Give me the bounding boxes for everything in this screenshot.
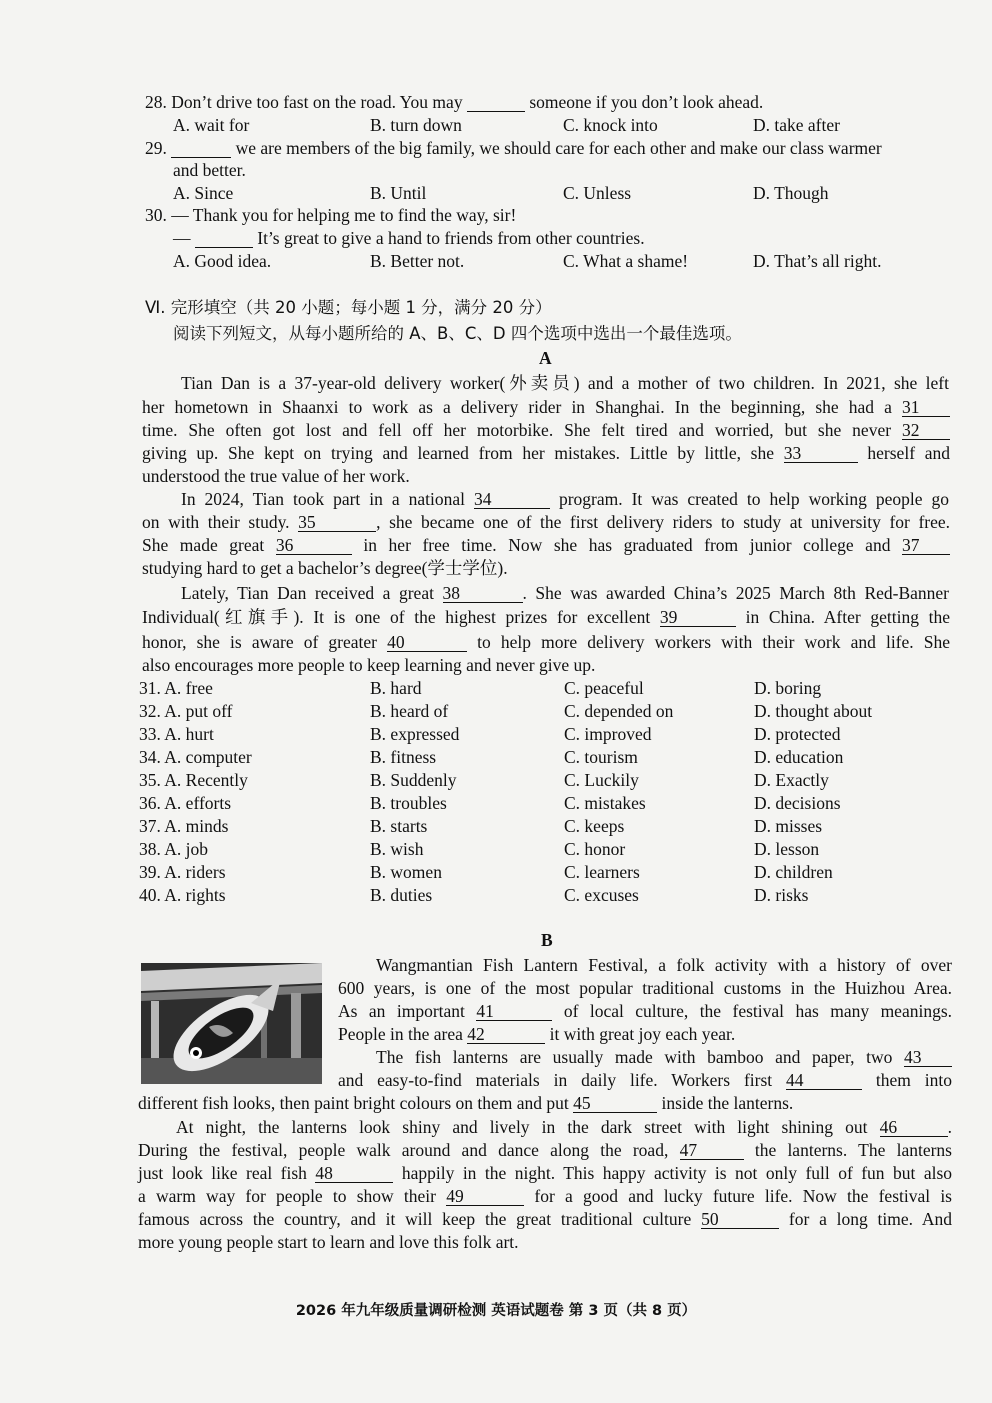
option-32-a[interactable]: 32. A. put off [139, 701, 233, 721]
blank-43[interactable]: 43 [904, 1048, 952, 1067]
passage-b-label: B [541, 930, 553, 950]
blank-34[interactable]: 34 [474, 490, 550, 509]
passage-a-label: A [539, 348, 552, 368]
option-36-b[interactable]: B. troubles [370, 793, 447, 813]
option-37-d[interactable]: D. misses [754, 816, 823, 836]
blank-36[interactable]: 36 [276, 536, 352, 555]
passage-a-line: understood the true value of her work. [142, 466, 410, 486]
option-32-b[interactable]: B. heard of [370, 701, 449, 721]
q30-option-d[interactable]: D. That’s all right. [753, 251, 882, 271]
option-31-d[interactable]: D. boring [754, 678, 822, 698]
q28-option-d[interactable]: D. take after [753, 115, 840, 135]
passage-b-line: more young people start to learn and love this folk art. [138, 1232, 519, 1252]
blank-47[interactable]: 47 [680, 1141, 744, 1160]
q29-option-a[interactable]: A. Since [173, 183, 234, 203]
passage-a-line: studying hard to get a bachelor’s degree(学士学位). [142, 558, 508, 578]
q28-blank[interactable] [467, 93, 525, 112]
passage-a-line: In 2024, Tian took part in a national 34 program. It was created to help working people go [181, 489, 950, 509]
passage-b-line: just look like real fish 48 happily in the night. This happy activity is not only full of fun but also [138, 1163, 953, 1183]
blank-45[interactable]: 45 [573, 1094, 657, 1113]
q29-blank[interactable] [171, 139, 231, 158]
option-31-c[interactable]: C. peaceful [564, 678, 644, 698]
option-33-d[interactable]: D. protected [754, 724, 841, 744]
passage-b-line: At night, the lanterns look shiny and lively in the dark street with light shining out 46 . [176, 1117, 953, 1137]
option-35-c[interactable]: C. Luckily [564, 770, 639, 790]
option-37-c[interactable]: C. keeps [564, 816, 625, 836]
q30-stem: 30. — Thank you for helping me to find the way, sir! [145, 205, 517, 225]
q28-option-c[interactable]: C. knock into [563, 115, 658, 135]
blank-44[interactable]: 44 [786, 1071, 862, 1090]
passage-b-line: 600 years, is one of the most popular traditional customs in the Huizhou Area. [338, 978, 952, 998]
option-40-c[interactable]: C. excuses [564, 885, 639, 905]
option-35-d[interactable]: D. Exactly [754, 770, 829, 790]
blank-39[interactable]: 39 [660, 608, 736, 627]
blank-40[interactable]: 40 [387, 633, 467, 652]
option-38-c[interactable]: C. honor [564, 839, 626, 859]
passage-a-line: She made great 36 in her free time. Now she has graduated from junior college and 37 [142, 534, 950, 557]
option-37-b[interactable]: B. starts [370, 816, 428, 836]
passage-a-line: also encourages more people to keep learning and never give up. [142, 655, 596, 675]
passage-b-line: famous across the country, and it will keep the great traditional culture 50 for a long time. And [138, 1209, 953, 1229]
fish-lantern-image [141, 963, 322, 1084]
page-footer: 2026 年九年级质量调研检测 英语试题卷 第 3 页（共 8 页） [295, 1303, 697, 1319]
option-33-a[interactable]: 33. A. hurt [139, 724, 214, 744]
option-37-a[interactable]: 37. A. minds [139, 816, 229, 836]
blank-42[interactable]: 42 [467, 1025, 545, 1044]
passage-a-line: Lately, Tian Dan received a great 38 . She was awarded China’s 2025 March 8th Red-Banner [181, 583, 950, 603]
q29-stem: 29. we are members of the big family, we should care for each other and make our class warmer [145, 138, 882, 158]
blank-35[interactable]: 35 [298, 513, 376, 532]
option-38-a[interactable]: 38. A. job [139, 839, 209, 859]
option-34-a[interactable]: 34. A. computer [139, 747, 252, 767]
passage-b-line: Wangmantian Fish Lantern Festival, a folk activity with a history of over [376, 955, 952, 975]
q30-option-a[interactable]: A. Good idea. [173, 251, 272, 271]
option-34-d[interactable]: D. education [754, 747, 844, 767]
section-title: Ⅵ. 完形填空（共 20 小题；每小题 1 分，满分 20 分） [145, 298, 552, 317]
passage-a-line: Individual(红旗手). It is one of the highest prizes for excellent 39 in China. After getting the [142, 607, 951, 627]
q29-option-b[interactable]: B. Until [370, 183, 427, 203]
blank-41[interactable]: 41 [476, 1002, 552, 1021]
q28-option-a[interactable]: A. wait for [173, 115, 250, 135]
passage-b-line: a warm way for people to show their 49 for a good and lucky future life. Now the festival is [138, 1186, 952, 1206]
blank-38[interactable]: 38 [443, 584, 523, 603]
option-36-d[interactable]: D. decisions [754, 793, 841, 813]
passage-a-line: Tian Dan is a 37-year-old delivery worker(外卖员) and a mother of two children. In 2021, she left [181, 373, 949, 393]
q28-option-b[interactable]: B. turn down [370, 115, 462, 135]
option-40-b[interactable]: B. duties [370, 885, 433, 905]
passage-a-line: time. She often got lost and fell off her motorbike. She felt tired and worried, but she never 32 [142, 419, 950, 442]
option-32-d[interactable]: D. thought about [754, 701, 873, 721]
option-33-c[interactable]: C. improved [564, 724, 652, 744]
blank-32[interactable]: 32 [902, 421, 950, 440]
option-35-b[interactable]: B. Suddenly [370, 770, 457, 790]
blank-33[interactable]: 33 [784, 444, 858, 463]
q30-option-b[interactable]: B. Better not. [370, 251, 465, 271]
passage-b-line: As an important 41 of local culture, the festival has many meanings. [338, 1001, 953, 1021]
passage-b-line: The fish lanterns are usually made with bamboo and paper, two 43 [376, 1046, 952, 1069]
q28-stem: 28. Don’t drive too fast on the road. You may someone if you don’t look ahead. [145, 92, 764, 112]
q30-reply: — It’s great to give a hand to friends from other countries. [173, 228, 645, 248]
option-39-d[interactable]: D. children [754, 862, 833, 882]
section-instruction: 阅读下列短文，从每小题所给的 A、B、C、D 四个选项中选出一个最佳选项。 [173, 324, 742, 343]
blank-31[interactable]: 31 [902, 398, 950, 417]
blank-50[interactable]: 50 [701, 1210, 779, 1229]
passage-b-line: different fish looks, then paint bright colours on them and put 45 inside the lanterns. [138, 1093, 794, 1113]
option-39-a[interactable]: 39. A. riders [139, 862, 226, 882]
q29-option-d[interactable]: D. Though [753, 183, 829, 203]
passage-b-line: During the festival, people walk around and dance along the road, 47 the lanterns. The lanterns [138, 1140, 952, 1160]
option-31-b[interactable]: B. hard [370, 678, 422, 698]
passage-a-line: her hometown in Shaanxi to work as a delivery rider in Shanghai. In the beginning, she had a 31 [142, 396, 950, 419]
blank-46[interactable]: 46 [880, 1118, 948, 1137]
option-38-d[interactable]: D. lesson [754, 839, 820, 859]
q30-option-c[interactable]: C. What a shame! [563, 251, 689, 271]
q29-option-c[interactable]: C. Unless [563, 183, 632, 203]
q30-blank[interactable] [195, 229, 253, 248]
q29-stem-cont: and better. [173, 160, 246, 180]
blank-37[interactable]: 37 [902, 536, 950, 555]
option-31-a[interactable]: 31. A. free [139, 678, 213, 698]
option-36-c[interactable]: C. mistakes [564, 793, 646, 813]
passage-b-line: People in the area 42 it with great joy each year. [338, 1024, 736, 1044]
fish-lantern-photo [141, 963, 322, 1084]
option-34-b[interactable]: B. fitness [370, 747, 437, 767]
passage-b-line: and easy-to-find materials in daily life. Workers first 44 them into [338, 1070, 953, 1090]
option-38-b[interactable]: B. wish [370, 839, 424, 859]
passage-a-line: honor, she is aware of greater 40 to help more delivery workers with their work and life. She [142, 632, 951, 652]
passage-a-line: on with their study. 35 , she became one of the first delivery riders to study at university for free. [142, 512, 951, 532]
option-32-c[interactable]: C. depended on [564, 701, 674, 721]
passage-a-line: giving up. She kept on trying and learned from her mistakes. Little by little, she 33 herself and [142, 443, 950, 463]
option-39-c[interactable]: C. learners [564, 862, 640, 882]
option-35-a[interactable]: 35. A. Recently [139, 770, 248, 790]
option-39-b[interactable]: B. women [370, 862, 442, 882]
option-34-c[interactable]: C. tourism [564, 747, 638, 767]
option-33-b[interactable]: B. expressed [370, 724, 460, 744]
option-40-d[interactable]: D. risks [754, 885, 809, 905]
option-40-a[interactable]: 40. A. rights [139, 885, 226, 905]
blank-49[interactable]: 49 [446, 1187, 524, 1206]
option-36-a[interactable]: 36. A. efforts [139, 793, 232, 813]
blank-48[interactable]: 48 [315, 1164, 393, 1183]
